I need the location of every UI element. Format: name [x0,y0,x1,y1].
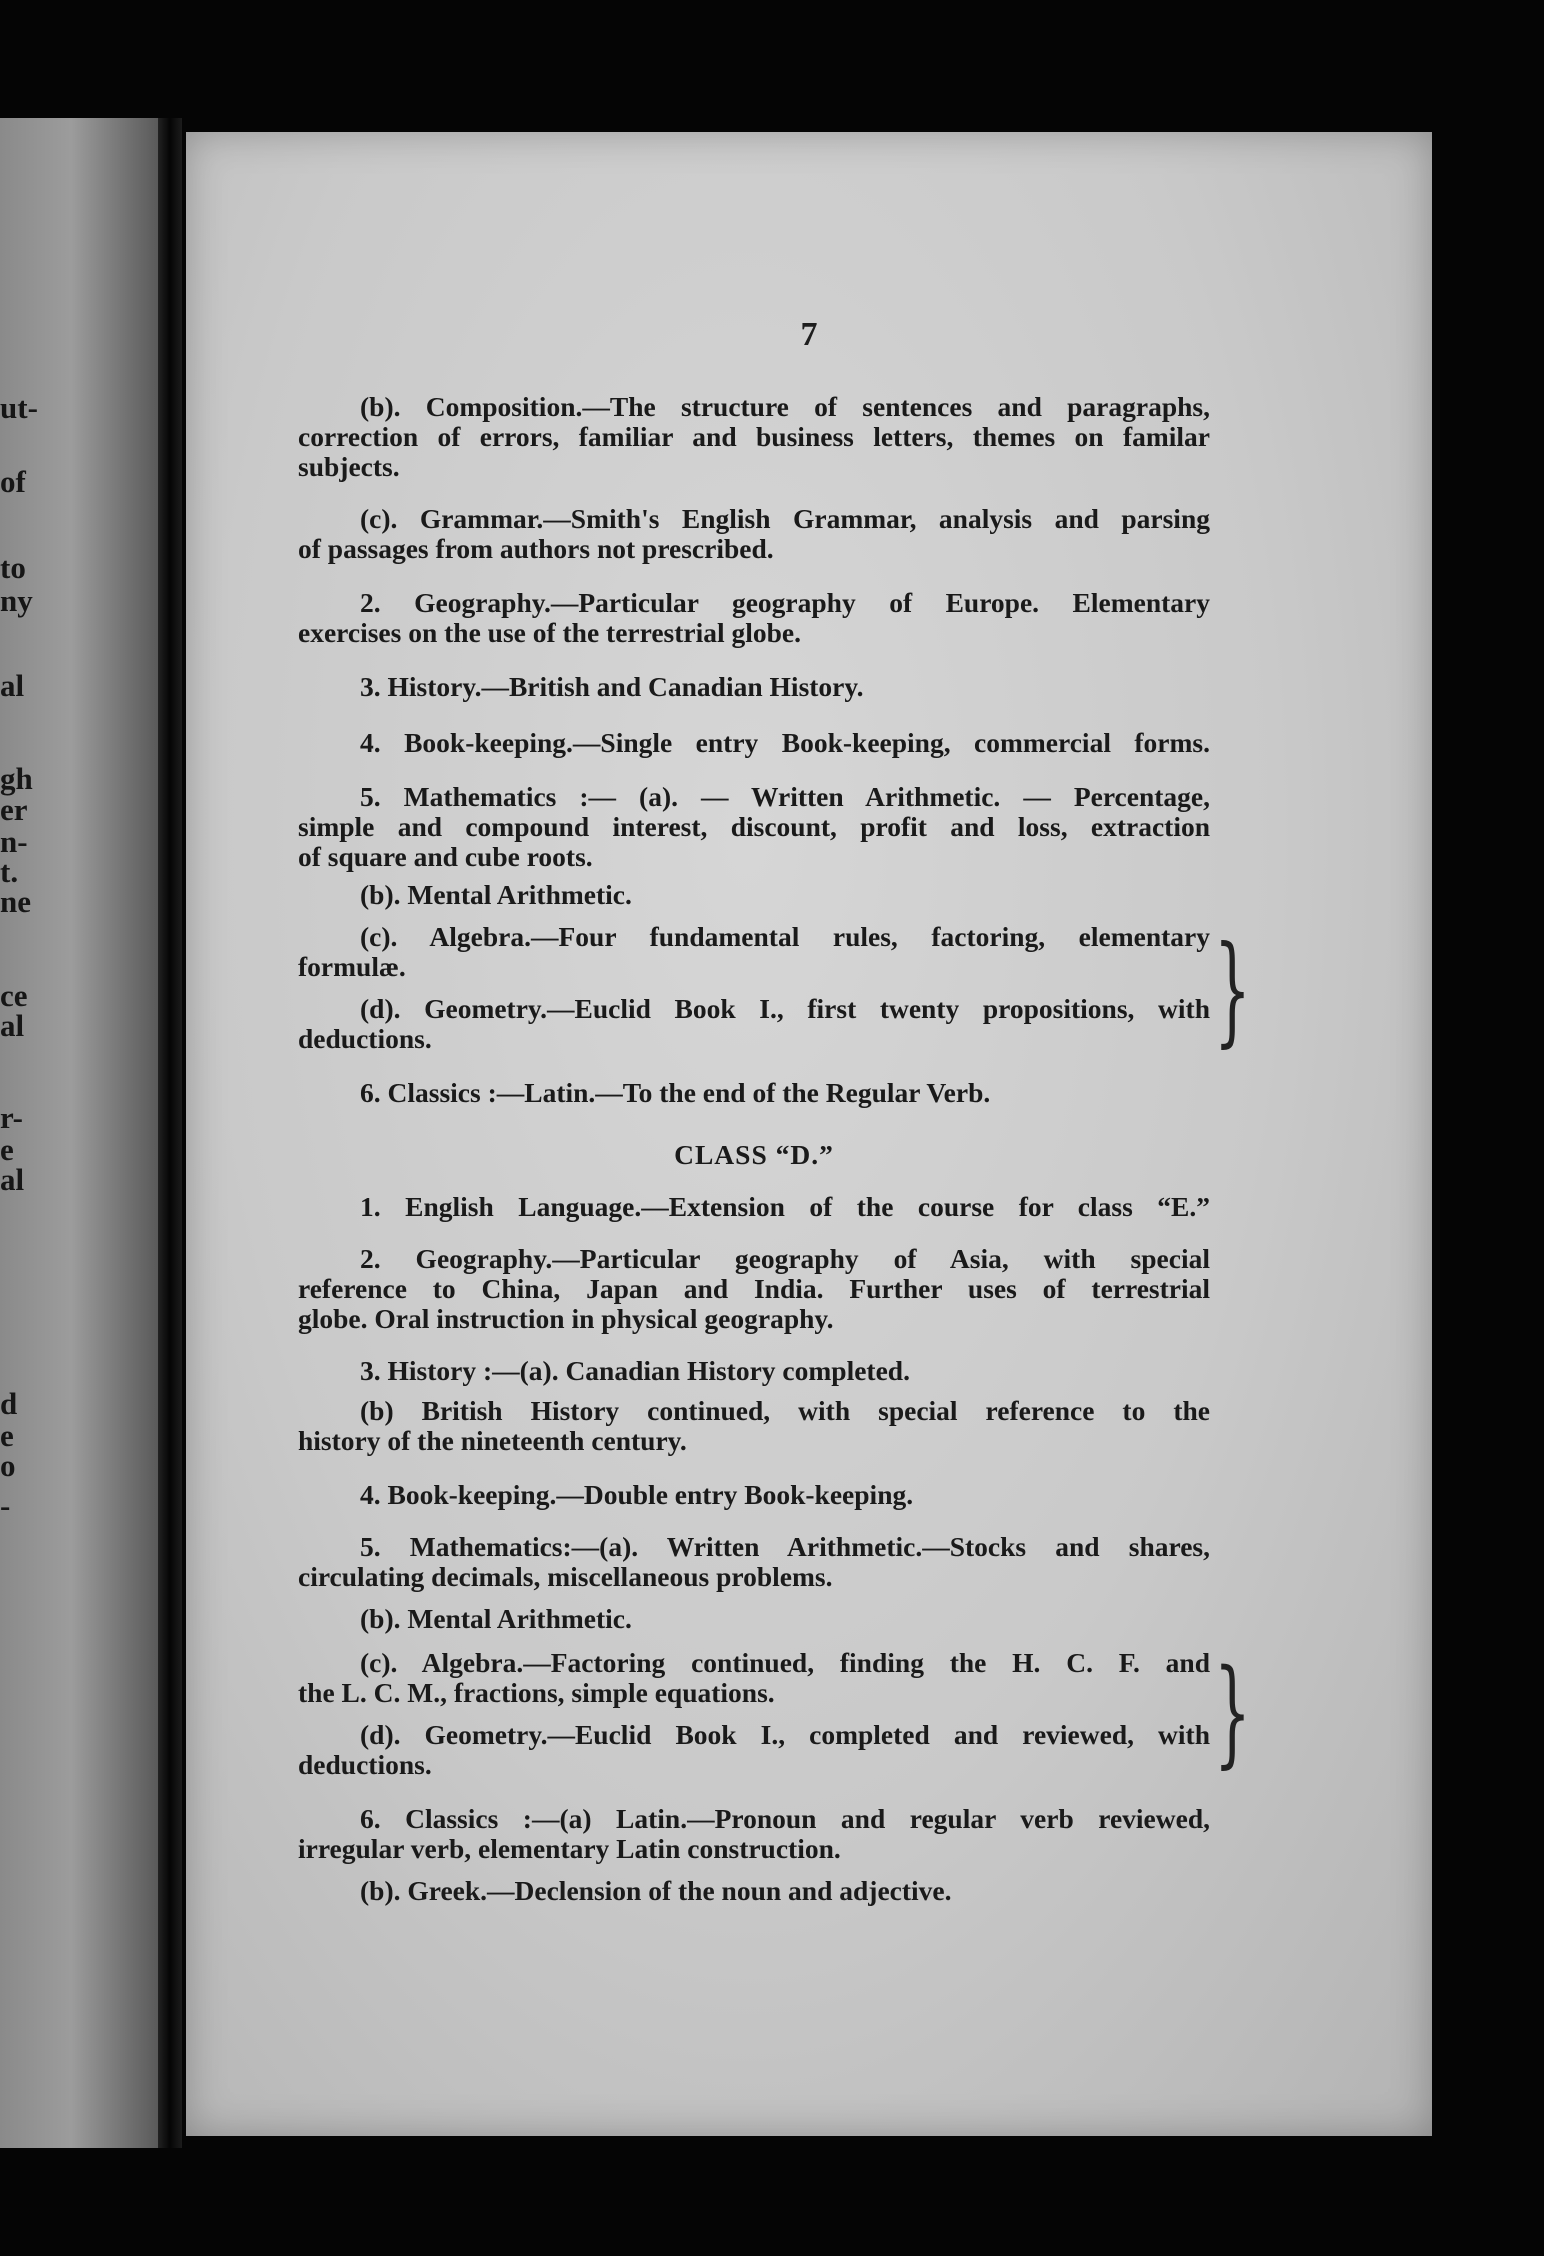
page-number: 7 [800,316,818,353]
text-line: (b). Greek.—Declension of the noun and adjective. [360,1875,952,1906]
text-line: history of the nineteenth century. [298,1425,687,1456]
facing-page-fragment: r- [0,1100,23,1135]
text-line: (b). Mental Arithmetic. [360,1603,632,1634]
text-line: the L. C. M., fractions, simple equations. [298,1677,775,1708]
facing-page-fragment: d [0,1386,18,1421]
facing-page-fragment: ce [0,978,28,1013]
facing-page-fragment: e [0,1132,14,1167]
book-gutter [158,118,182,2148]
text-line: (b) British History continued, with special reference to the [360,1395,1210,1426]
section-heading: CLASS “D.” [674,1139,834,1170]
facing-page-fragment: t. [0,854,19,889]
text-line: formulæ. [298,951,406,982]
text-line: 6. Classics :—Latin.—To the end of the Regular Verb. [360,1077,991,1108]
text-line: 6. Classics :—(a) Latin.—Pronoun and regular verb reviewed, [360,1803,1210,1834]
facing-page-fragment: of [0,464,26,499]
text-line: deductions. [298,1023,432,1054]
facing-page-fragment: al [0,668,25,703]
text-line: subjects. [298,451,400,482]
text-line: exercises on the use of the terrestrial globe. [298,617,802,648]
text-line: deductions. [298,1749,432,1780]
text-line: 2. Geography.—Particular geography of Asia, with special [360,1243,1210,1274]
document-page [186,132,1432,2136]
text-line: irregular verb, elementary Latin construction. [298,1833,841,1864]
text-line: (c). Grammar.—Smith's English Grammar, analysis and parsing [360,503,1210,534]
facing-page-fragment: er [0,792,28,827]
text-line: reference to China, Japan and India. Further uses of terrestrial [298,1273,1210,1304]
text-line: (c). Algebra.—Factoring continued, finding the H. C. F. and [360,1647,1210,1678]
text-line: 3. History :—(a). Canadian History completed. [360,1355,910,1386]
text-line: (c). Algebra.—Four fundamental rules, factoring, elementary [360,921,1210,952]
facing-page-fragment: o [0,1448,16,1483]
text-line: 4. Book-keeping.—Double entry Book-keeping. [360,1479,914,1510]
text-line: correction of errors, familiar and business letters, themes on familar [298,421,1210,452]
text-line: 5. Mathematics:—(a). Written Arithmetic.—Stocks and shares, [360,1531,1210,1562]
text-line: globe. Oral instruction in physical geography. [298,1303,834,1334]
right-brace: } [1214,1644,1251,1780]
text-line: (d). Geometry.—Euclid Book I., first twenty propositions, with [360,993,1210,1024]
text-line: of passages from authors not prescribed. [298,533,774,564]
facing-page-fragment: ut- [0,390,38,425]
text-line: circulating decimals, miscellaneous problems. [298,1561,833,1592]
text-line: simple and compound interest, discount, profit and loss, extraction [298,811,1210,842]
text-line: 5. Mathematics :— (a). — Written Arithmetic. — Percentage, [360,781,1210,812]
facing-page-fragment: n- [0,824,28,859]
facing-page-fragment: e [0,1418,14,1453]
facing-page-fragment: gh [0,761,33,796]
facing-page-edge [0,118,158,2148]
text-line: 4. Book-keeping.—Single entry Book-keeping, commercial forms. [360,727,1210,758]
facing-page-fragment: al [0,1008,25,1043]
right-brace: } [1214,920,1251,1060]
facing-page-fragment: to [0,550,26,585]
text-line: (b). Mental Arithmetic. [360,879,632,910]
text-line: 3. History.—British and Canadian History. [360,671,864,702]
facing-page-fragment: al [0,1162,25,1197]
text-line: (d). Geometry.—Euclid Book I., completed and reviewed, with [360,1719,1210,1750]
facing-page-fragment: ne [0,884,31,919]
text-line: 2. Geography.—Particular geography of Europe. Elementary [360,587,1210,618]
text-line: of square and cube roots. [298,841,593,872]
text-line: 1. English Language.—Extension of the course for class “E.” [360,1191,1210,1222]
facing-page-fragment: ny [0,583,33,618]
facing-page-fragment: - [0,1488,11,1523]
text-line: (b). Composition.—The structure of sentences and paragraphs, [360,391,1210,422]
